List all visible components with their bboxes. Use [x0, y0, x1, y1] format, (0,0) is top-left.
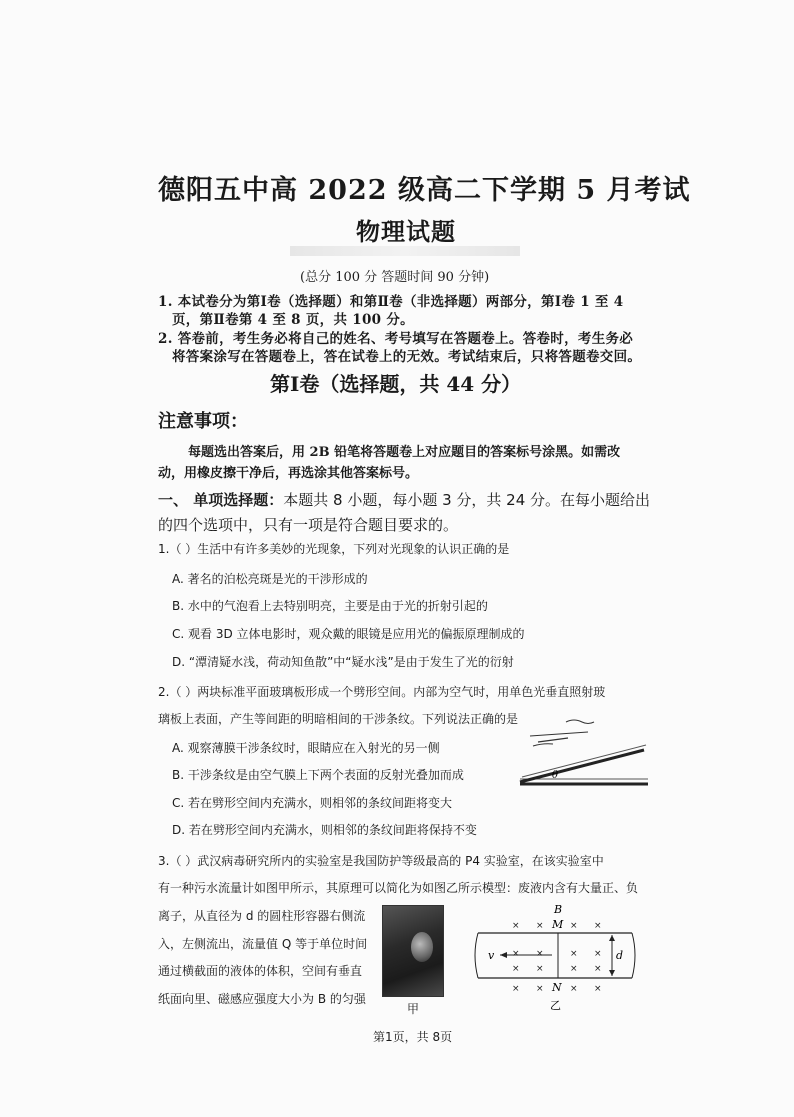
- part1-desc: 本题共 8 小题，每小题 3 分，共 24 分。在每小题给出: [283, 491, 651, 509]
- section-heading: 第Ⅰ卷（选择题，共 44 分）: [270, 372, 522, 396]
- q3-text-line: 通过横截面的液体的体积，空间有垂直: [158, 964, 363, 978]
- part1-desc-line2: 的四个选项中，只有一项是符合题目要求的。: [158, 516, 459, 534]
- scan-artifact-bar: [290, 246, 520, 256]
- q1-option-a: A. 著名的泊松亮斑是光的干涉形成的: [172, 572, 368, 586]
- q2-option-a: A. 观察薄膜干涉条纹时，眼睛应在入射光的另一侧: [172, 741, 440, 755]
- q3-stem: 3.（ ）武汉病毒研究所内的实验室是我国防护等级最高的 P4 实验室，在该实验室中: [158, 854, 604, 868]
- svg-text:×: ×: [570, 949, 578, 959]
- q1-option-d: D. “潭清疑水浅，荷动知鱼散”中“疑水浅”是由于发生了光的衍射: [172, 655, 514, 669]
- instruction-line: 2. 答卷前，考生务必将自己的姓名、考号填写在答题卷上。答卷时，考生务必: [158, 331, 634, 347]
- flowmeter-diagram: [470, 903, 650, 1013]
- svg-text:×: ×: [594, 984, 602, 994]
- q3-text-line: 离子，从直径为 d 的圆柱形容器右侧流: [158, 909, 366, 923]
- notice-line: 动，用橡皮擦干净后，再选涂其他答案标号。: [158, 466, 419, 481]
- svg-text:×: ×: [512, 964, 520, 974]
- q3-stem: 有一种污水流量计如图甲所示，其原理可以简化为如图乙所示模型：废液内含有大量正、负: [158, 881, 639, 895]
- q2-stem: 2.（ ）两块标准平面玻璃板形成一个劈形空间。内部为空气时，用单色光垂直照射玻: [158, 685, 606, 699]
- electrode-m-label: M: [552, 918, 564, 931]
- flowmeter-photo: [382, 905, 444, 997]
- part1-heading: 一、 单项选择题：: [158, 491, 284, 509]
- svg-text:×: ×: [512, 984, 520, 994]
- q1-option-c: C. 观看 3D 立体电影时，观众戴的眼镜是应用光的偏振原理制成的: [172, 627, 525, 641]
- q2-stem: 璃板上表面，产生等间距的明暗相间的干涉条纹。下列说法正确的是: [158, 712, 519, 726]
- exam-subtitle: 物理试题: [356, 217, 456, 246]
- svg-text:×: ×: [536, 984, 544, 994]
- q1-option-b: B. 水中的气泡看上去特别明亮，主要是由于光的折射引起的: [172, 599, 488, 613]
- q2-option-d: D. 若在劈形空间内充满水，则相邻的条纹间距将保持不变: [172, 823, 477, 837]
- diameter-label: d: [616, 949, 624, 962]
- electrode-n-label: N: [552, 981, 562, 994]
- svg-text:×: ×: [570, 964, 578, 974]
- svg-text:×: ×: [570, 984, 578, 994]
- q3-text-line: 纸面向里、磁感应强度大小为 B 的匀强: [158, 992, 366, 1006]
- svg-text:×: ×: [512, 921, 520, 931]
- theta-label: θ: [552, 770, 559, 781]
- svg-text:×: ×: [570, 921, 578, 931]
- q3-text-line: 入，左侧流出，流量值 Q 等于单位时间: [158, 937, 368, 951]
- q2-option-c: C. 若在劈形空间内充满水，则相邻的条纹间距将变大: [172, 796, 453, 810]
- instruction-line: 1. 本试卷分为第Ⅰ卷（选择题）和第Ⅱ卷（非选择题）两部分，第Ⅰ卷 1 至 4: [158, 294, 624, 310]
- svg-text:×: ×: [536, 949, 544, 959]
- q1-stem: 1.（ ）生活中有许多美妙的光现象，下列对光现象的认识正确的是: [158, 542, 510, 556]
- svg-text:×: ×: [594, 921, 602, 931]
- exam-meta: (总分 100 分 答题时间 90 分钟): [300, 270, 490, 285]
- field-b-label: B: [554, 903, 563, 916]
- svg-text:×: ×: [512, 949, 520, 959]
- notice-heading: 注意事项：: [158, 411, 248, 432]
- velocity-label: v: [488, 949, 495, 962]
- instruction-line: 将答案涂写在答题卷上，答在试卷上的无效。考试结束后，只将答题卷交回。: [172, 349, 642, 365]
- svg-text:×: ×: [594, 964, 602, 974]
- svg-text:×: ×: [536, 921, 544, 931]
- page-footer: 第1页，共 8页: [373, 1030, 453, 1044]
- notice-line: 每题选出答案后，用 2B 铅笔将答题卷上对应题目的答案标号涂黑。如需改: [188, 445, 621, 460]
- instruction-line: 页，第Ⅱ卷第 4 至 8 页，共 100 分。: [172, 312, 414, 328]
- svg-text:×: ×: [536, 964, 544, 974]
- wedge-figure: [508, 712, 658, 792]
- q2-option-b: B. 干涉条纹是由空气膜上下两个表面的反射光叠加而成: [172, 768, 464, 782]
- exam-title: 德阳五中高 2022 级高二下学期 5 月考试: [158, 175, 691, 206]
- fig-yi-label: 乙: [550, 999, 561, 1012]
- svg-text:×: ×: [594, 949, 602, 959]
- fig-jia-label: 甲: [407, 1002, 420, 1016]
